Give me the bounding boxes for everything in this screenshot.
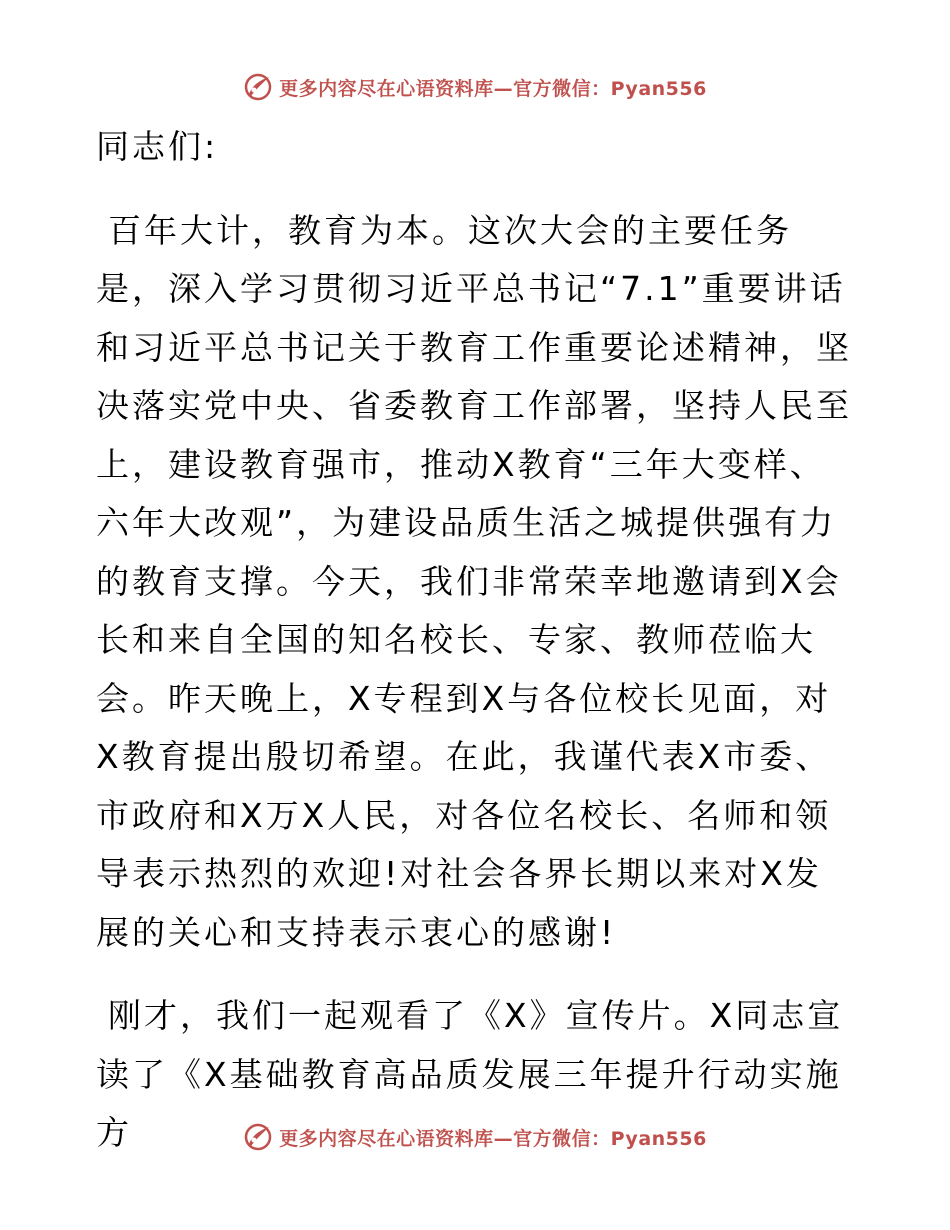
watermark-text: 更多内容尽在心语资料库—官方微信：Pyan556: [279, 1127, 707, 1150]
paragraph: 百年大计，教育为本。这次大会的主要任务是，深入学习贯彻习近平总书记“7.1”重要讲话和习近平总书记关于教育工作重要论述精神，坚决落实党中央、省委教育工作部署，坚持人民至上，建设教育强市，推动X教育“三年大变样、六年大改观”，为建设品质生活之城提供强有力的教育支撑。今天，我们非常荣幸地邀请到X会长和来自全国的知名校长、专家、教师莅临大会。昨天晚上，X专程到X与各位校长见面，对X教育提出殷切希望。在此，我谨代表X市委、市政府和X万X人民，对各位名校长、名师和领导表示热烈的欢迎!对社会各界长期以来对X发展的关心和支持表示衷心的感谢!: [96, 210, 852, 952]
watermark-footer: [0, 1122, 950, 1152]
quill-logo-icon: [243, 1122, 273, 1152]
paragraph: 刚才，我们一起观看了《X》宣传片。X同志宣读了《X基础教育高品质发展三年提升行动实施方: [96, 996, 844, 1152]
watermark-text: 更多内容尽在心语资料库—官方微信：Pyan556: [279, 77, 707, 100]
watermark-header: [0, 72, 950, 102]
document-body: [96, 118, 856, 1163]
salutation: 同志们:: [96, 127, 219, 166]
quill-logo-icon: [243, 72, 273, 102]
